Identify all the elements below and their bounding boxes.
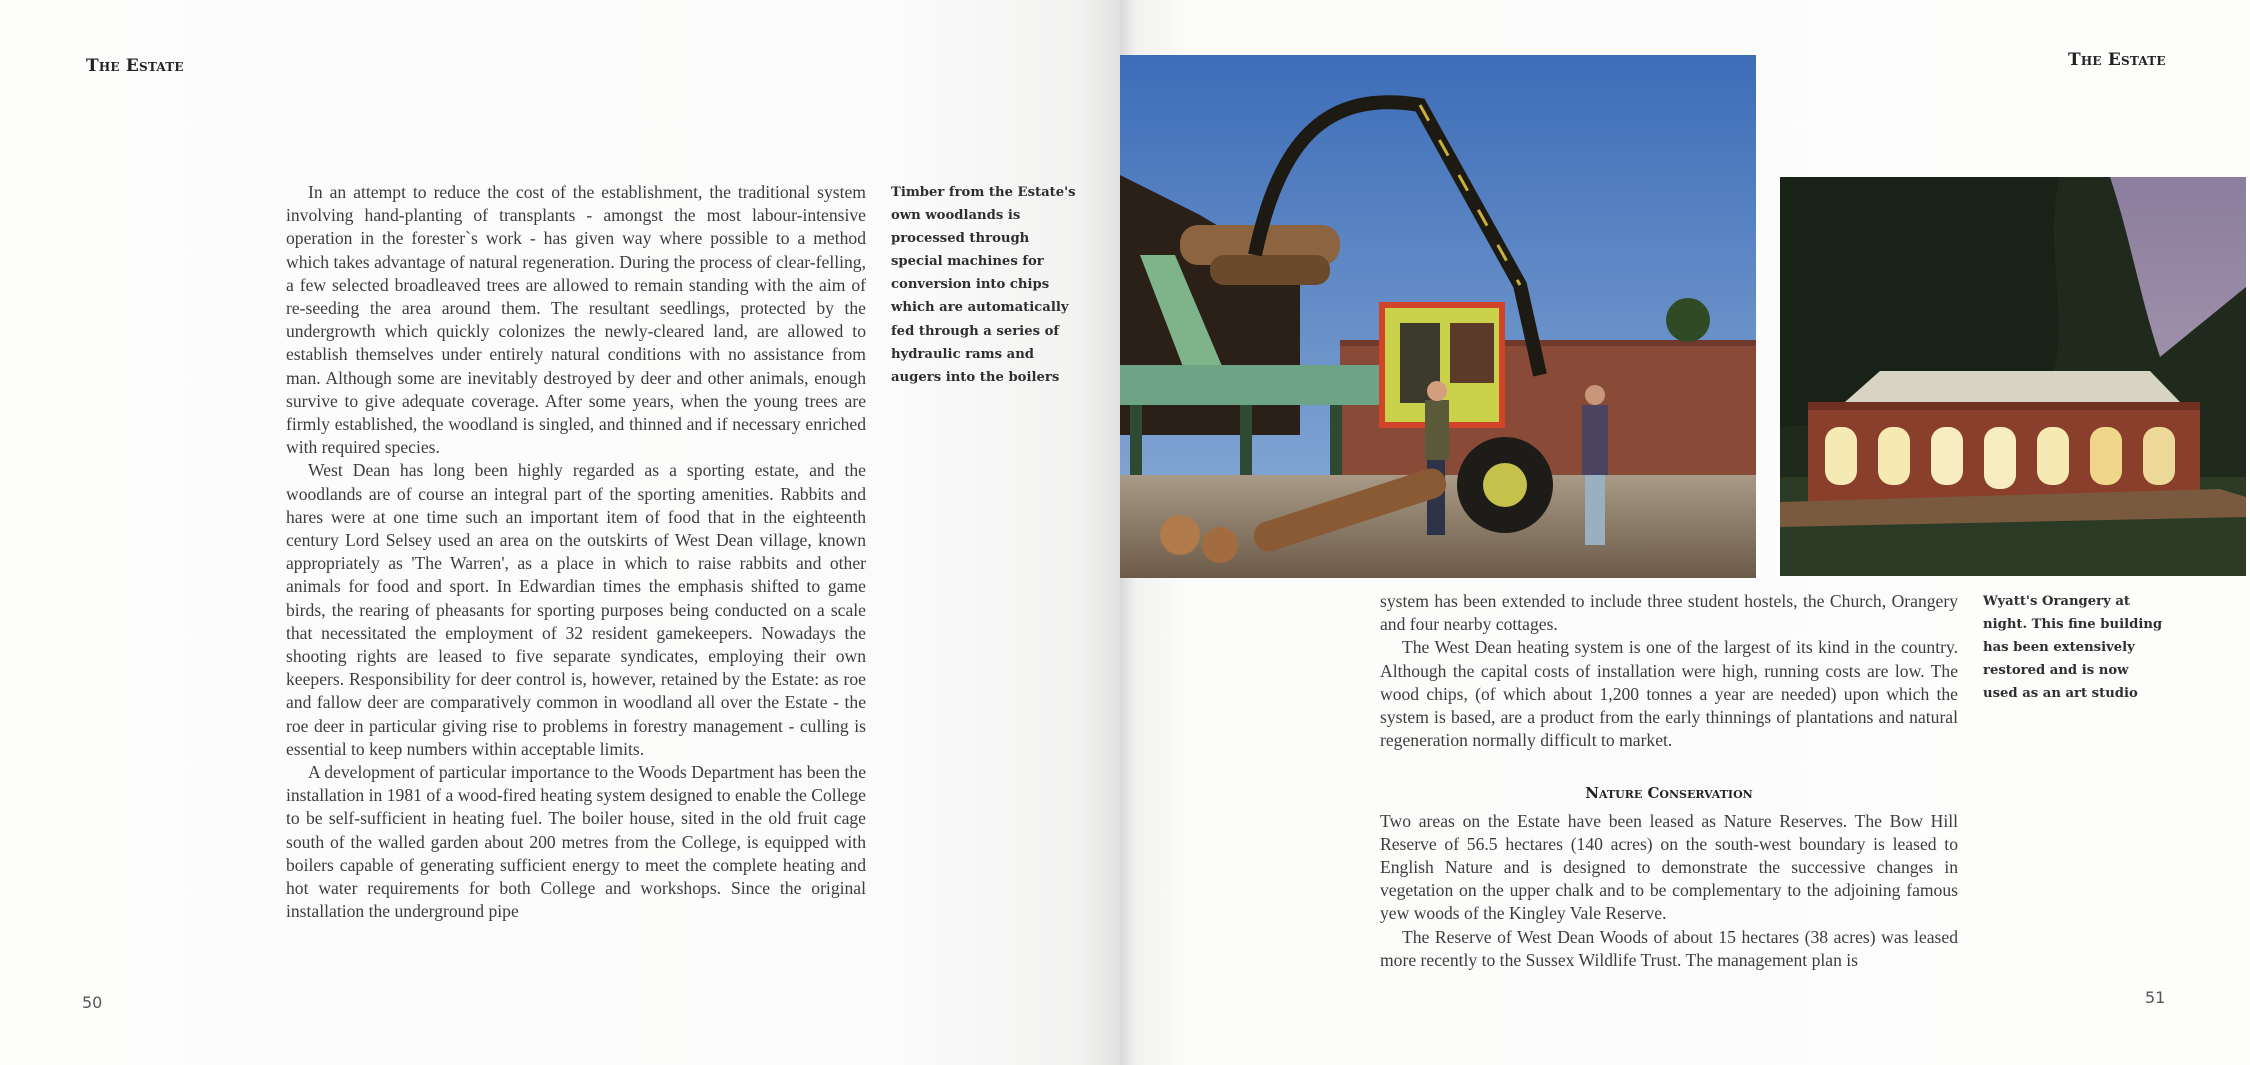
left-body-text [286,181,866,924]
caption-line: restored and is now [1983,663,2129,679]
orangery-caption [1983,590,2183,705]
caption-line: hydraulic rams and [891,346,1035,362]
caption-line: night. This fine building [1983,617,2163,633]
page-number-left: 50 [82,993,103,1012]
paragraph: Two areas on the Estate have been leased as Nature Reserves. The Bow Hill Reserve of 56.5 hectares (140 acres) on the south-west boundary is leased to English Nature and is designed to demonstrate the successive changes in vegetation on the upper chalk and to be complementary to the adjoining famous yew woods of the Kingley Vale Reserve. [1380,810,1958,924]
caption-line: which are automatically [891,300,1069,316]
paragraph: In an attempt to reduce the cost of the establishment, the traditional system involving hand-planting of transplants - amongst the most labour-intensive operation in the forester`s work - has given way where possible to a method which takes advantage of natural regeneration. During the process of clear-felling, a few selected broadleaved trees are allowed to remain standing with the aim of re-seeding the area around them. The resultant seedlings, protected by the undergrowth which quickly colonizes the newly-cleared land, are allowed to establish themselves under entirely natural conditions with no assistance from man. Although some are inevitably destroyed by deer and other animals, enough survive to give adequate coverage. After some years, when the young trees are firmly established, the woodland is singled, and thinned and if necessary enriched with required species. [286,182,866,458]
paragraph: The West Dean heating system is one of the largest of its kind in the country. Although the capital costs of installation were high, running costs are low. The wood chips, (of which about 1,200 tonnes a year are needed) upon which the system is based, are a product from the early thinnings of plantations and natural regeneration normally difficult to market. [1380,637,1958,751]
caption-line: special machines for [891,254,1044,270]
caption-line: has been extensively [1983,640,2135,656]
caption-line: Wyatt's Orangery at [1983,594,2130,609]
right-body-text [1380,590,1958,972]
caption-line: augers into the boilers [891,369,1060,385]
caption-line: Timber from the Estate's [891,185,1076,200]
page-number-right: 51 [2145,988,2166,1007]
paragraph: The Reserve of West Dean Woods of about 15 hectares (38 acres) was leased more recently to the Sussex Wildlife Trust. The management plan is [1380,926,1958,970]
orangery-photo [1780,177,2246,576]
timber-crane-photo [1120,55,1756,578]
caption-line: used as an art studio [1983,686,2138,702]
running-head-left: The Estate [86,56,184,76]
caption-line: conversion into chips [891,277,1050,293]
caption-line: own woodlands is [891,208,1021,224]
caption-line: fed through a series of [891,323,1060,339]
paragraph: system has been extended to include three student hostels, the Church, Orangery and four nearby cottages. [1380,591,1958,635]
timber-caption [891,181,1091,389]
left-page [0,0,1120,1065]
paragraph: A development of particular importance to the Woods Department has been the installation in 1981 of a wood-fired heating system designed to enable the College to be self-sufficient in heating fuel. The boiler house, sited in the old fruit cage south of the walled garden about 200 metres from the College, is equipped with boilers capable of generating sufficient energy to meet the complete heating and hot water requirements for both College and workshops. Since the original installation the underground pipe [286,762,866,922]
section-heading: Nature Conservation [1585,784,1753,803]
paragraph: West Dean has long been highly regarded as a sporting estate, and the woodlands are of course an integral part of the sporting amenities. Rabbits and hares were at one time such an important item of food that in the eighteenth century Lord Selsey used an area on the outskirts of West Dean village, known appropriately as 'The Warren', as a place in which to raise rabbits and other animals for food and sport. In Edwardian times the emphasis shifted to game birds, the rearing of pheasants for sporting purposes being conducted on a scale that necessitated the employment of 32 resident gamekeepers. Nowadays the shooting rights are leased to five separate syndicates, employing their own keepers. Responsibility for deer control is, however, retained by the Estate: as roe and fallow deer are comparatively common in woodland all over the Estate - the roe deer in particular giving rise to problems in forestry management - culling is essential to keep numbers within acceptable limits. [286,460,866,759]
caption-line: processed through [891,231,1030,247]
right-page [1120,0,2250,1065]
running-head-right: The Estate [2068,50,2166,70]
